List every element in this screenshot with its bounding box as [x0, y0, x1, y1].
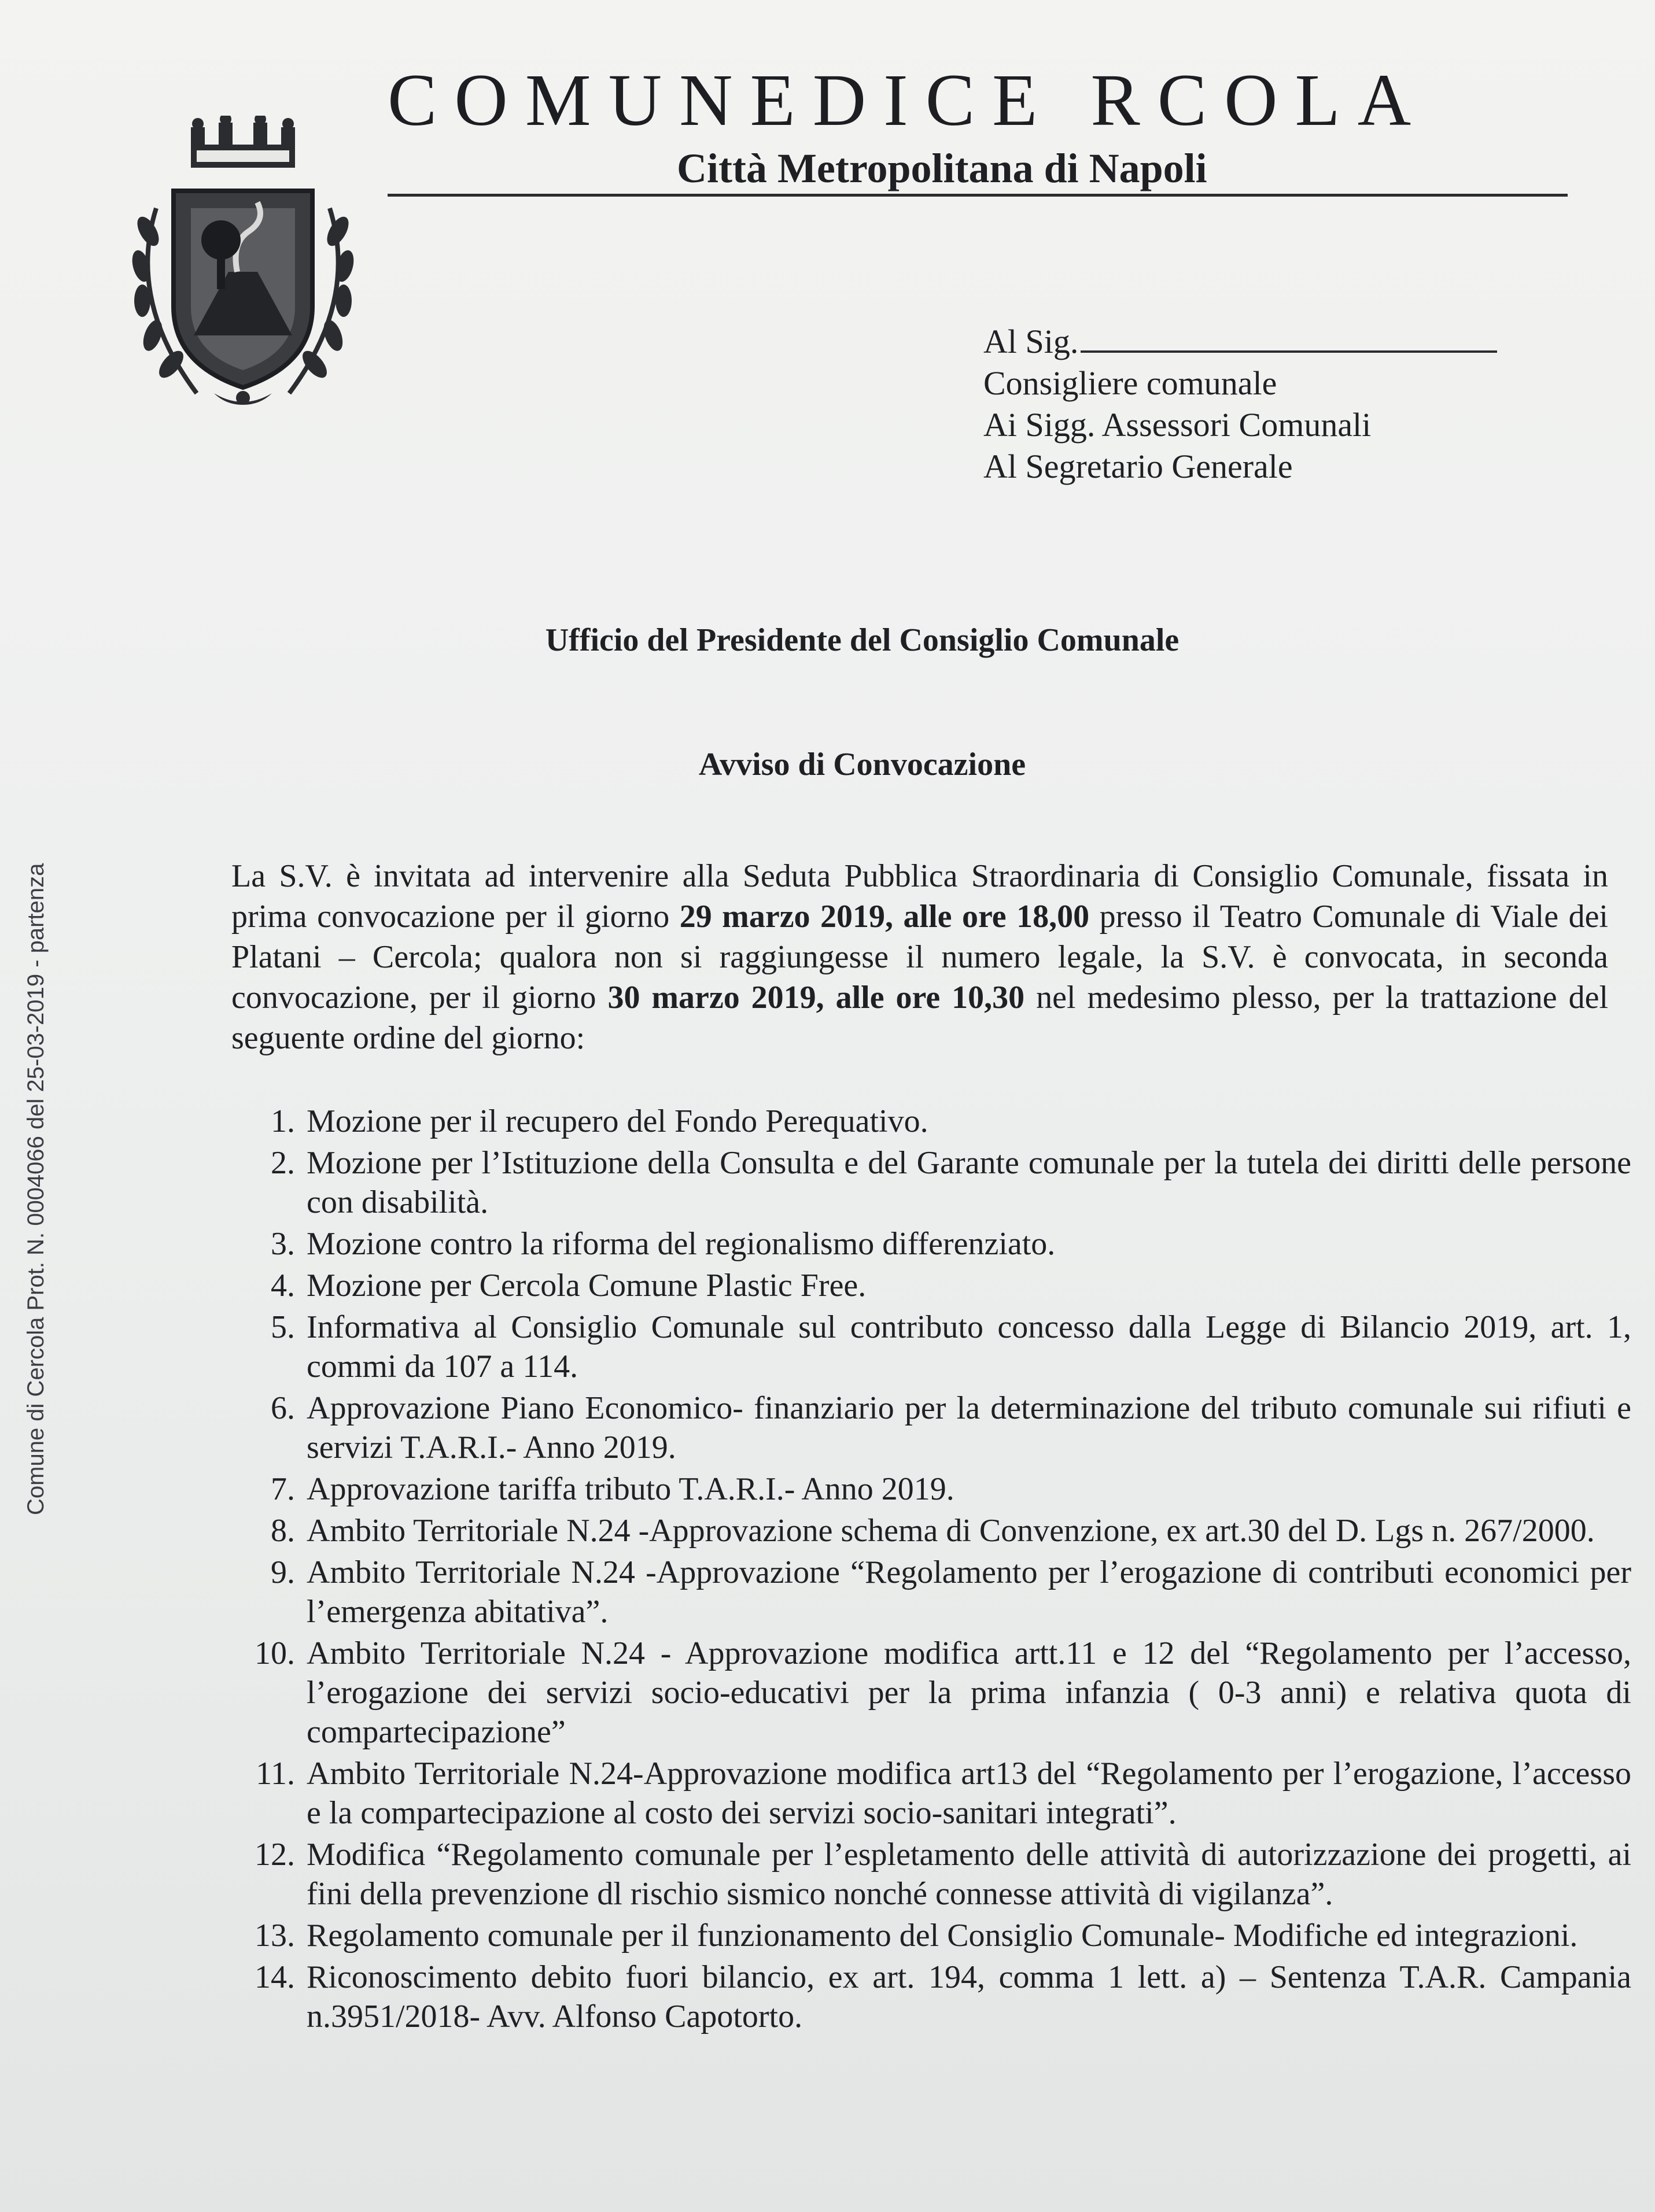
agenda-item	[231, 1634, 1631, 1752]
agenda-item-text: Ambito Territoriale N.24 -Approvazione “Regolamento per l’erogazione di contributi economici per l’emergenza abitativa”.	[307, 1554, 1631, 1630]
agenda-item	[231, 1553, 1631, 1631]
agenda-item-text: Mozione contro la riforma del regionalismo differenziato.	[307, 1226, 1056, 1262]
agenda-item-text: Approvazione tariffa tributo T.A.R.I.- Anno 2019.	[307, 1471, 954, 1507]
first-convocation-date: 29 marzo 2019, alle ore 18,00	[679, 899, 1090, 935]
office-title: Ufficio del Presidente del Consiglio Comunale	[545, 622, 1179, 658]
agenda-item-number: 14.	[255, 1959, 295, 1995]
intro-text-3: nel medesimo plesso, per la trattazione del seguente ordine del giorno:	[231, 980, 1609, 1056]
agenda-item-text: Modifica “Regolamento comunale per l’espletamento delle attività di autorizzazione dei progetti, ai fini della prevenzione dl rischio sismico nonché connesse attività di vigilanza”.	[307, 1837, 1631, 1912]
agenda-item-number: 6.	[271, 1390, 295, 1426]
agenda-item	[231, 1916, 1631, 1955]
recipient-sig-label: Al Sig.	[983, 323, 1079, 360]
agenda-item	[231, 1388, 1631, 1467]
agenda-item-number: 2.	[271, 1145, 295, 1181]
agenda-item-number: 5.	[271, 1309, 295, 1345]
agenda-item-number: 3.	[271, 1226, 295, 1262]
agenda-item-text: Mozione per il recupero del Fondo Perequativo.	[307, 1103, 928, 1139]
recipients-block	[983, 321, 1497, 488]
protocol-stamp: Comune di Cercola Prot. N. 0004066 del 25-03-2019 - partenza	[23, 863, 49, 1515]
agenda-item-number: 12.	[255, 1837, 295, 1873]
agenda-item	[231, 1308, 1631, 1386]
agenda-item-text: Informativa al Consiglio Comunale sul contributo concesso dalla Legge di Bilancio 2019, art. 1, commi da 107 a 114.	[307, 1309, 1631, 1384]
intro-paragraph	[231, 856, 1608, 1058]
agenda-item	[231, 1224, 1631, 1264]
agenda-item-text: Ambito Territoriale N.24 - Approvazione modifica artt.11 e 12 del “Regolamento per l’accesso, l’erogazione dei servizi socio-educativi per la prima infanzia ( 0-3 anni) e relativa quota di compartecipazione”	[307, 1635, 1631, 1750]
agenda-item-number: 4.	[271, 1268, 295, 1303]
municipality-subtitle: Città Metropolitana di Napoli	[677, 145, 1207, 191]
recipient-line-segretario: Al Segretario Generale	[983, 448, 1293, 485]
agenda-item-number: 1.	[271, 1103, 295, 1139]
agenda-item	[231, 1102, 1631, 1141]
recipient-line-consigliere: Consigliere comunale	[983, 364, 1277, 402]
agenda-item-number: 8.	[271, 1513, 295, 1549]
agenda-item-number: 10.	[255, 1635, 295, 1671]
agenda-item-number: 11.	[256, 1756, 295, 1792]
municipality-name: COMUNEDICE RCOLA	[388, 59, 1429, 141]
agenda-item-number: 13.	[255, 1918, 295, 1953]
agenda-item-text: Regolamento comunale per il funzionamento del Consiglio Comunale- Modifiche ed integrazioni.	[307, 1918, 1578, 1953]
agenda-item-number: 7.	[271, 1471, 295, 1507]
recipient-line-sig	[983, 321, 1497, 363]
municipal-crest-icon	[116, 116, 370, 416]
agenda-item	[231, 1469, 1631, 1509]
agenda-item-text: Ambito Territoriale N.24 -Approvazione schema di Convenzione, ex art.30 del D. Lgs n. 267/2000.	[307, 1513, 1595, 1549]
agenda-item-text: Riconoscimento debito fuori bilancio, ex art. 194, comma 1 lett. a) – Sentenza T.A.R. Campania n.3951/2018- Avv. Alfonso Capotorto.	[307, 1959, 1631, 2034]
agenda-item	[231, 1958, 1631, 2036]
recipient-name-blank	[1081, 322, 1497, 353]
agenda-item	[231, 1266, 1631, 1305]
agenda-item-text: Ambito Territoriale N.24-Approvazione modifica art13 del “Regolamento per l’erogazione, l’accesso e la compartecipazione al costo dei servizi socio-sanitari integrati”.	[307, 1756, 1631, 1831]
recipient-line-assessori: Ai Sigg. Assessori Comunali	[983, 406, 1372, 444]
agenda-item	[231, 1835, 1631, 1914]
agenda-item-number: 9.	[271, 1554, 295, 1590]
agenda-item-text: Mozione per l’Istituzione della Consulta e del Garante comunale per la tutela dei diritti delle persone con disabilità.	[307, 1145, 1631, 1220]
agenda-list	[231, 1102, 1631, 2039]
notice-title: Avviso di Convocazione	[698, 747, 1026, 782]
intro-text-1: La S.V. è invitata ad intervenire alla Seduta Pubblica Straordinaria di Consiglio Comunale, fissata in prima convocazione per il giorno	[231, 858, 1608, 935]
agenda-item	[231, 1511, 1631, 1550]
agenda-item	[231, 1754, 1631, 1833]
agenda-item-text: Mozione per Cercola Comune Plastic Free.	[307, 1268, 867, 1303]
agenda-item	[231, 1143, 1631, 1222]
intro-text-2: presso il Teatro Comunale di Viale dei Platani – Cercola; qualora non si raggiungesse il numero legale, la S.V. è convocata, in seconda convocazione, per il giorno	[231, 899, 1608, 1015]
header-divider	[388, 194, 1568, 197]
second-convocation-date: 30 marzo 2019, alle ore 10,30	[607, 980, 1025, 1015]
agenda-item-text: Approvazione Piano Economico- finanziario per la determinazione del tributo comunale sui rifiuti e servizi T.A.R.I.- Anno 2019.	[307, 1390, 1631, 1465]
